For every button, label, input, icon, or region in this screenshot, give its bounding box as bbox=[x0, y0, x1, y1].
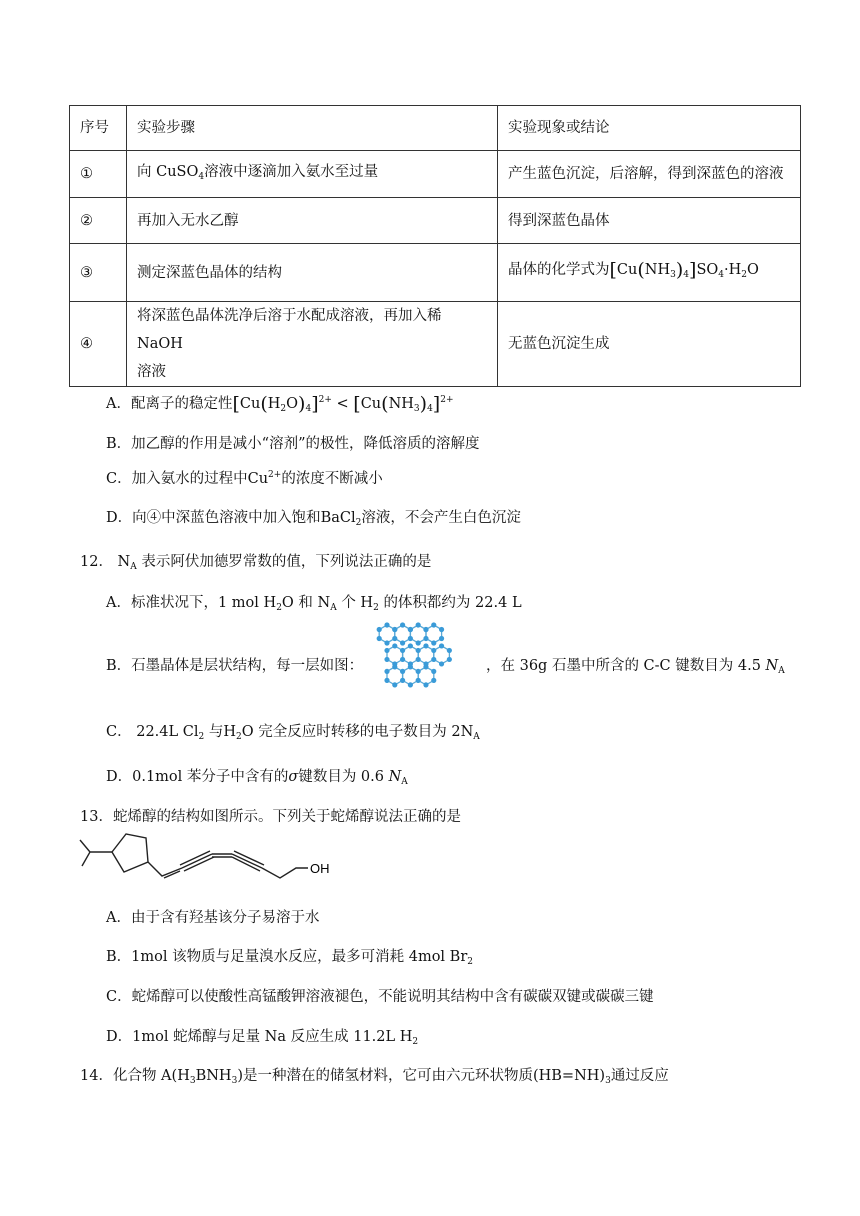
row-result: 无蓝色沉淀生成 bbox=[498, 302, 801, 387]
row-result: 晶体的化学式为$[Cu(NH_3)_4]SO_4\cdot H_2O$ bbox=[498, 244, 801, 302]
q13-option-a: A．由于含有羟基该分子易溶于水 bbox=[106, 910, 320, 926]
row-result: 得到深蓝色晶体 bbox=[498, 198, 801, 244]
table-row bbox=[70, 244, 801, 302]
q14-stem: 14．化合物 $A(H_3BNH_3)$是一种潜在的储氢材料，它可由六元环状物质$(HB=NH)_3$通过反应 bbox=[80, 1068, 669, 1086]
q12-option-c: C． 22.4L $Cl_2$ 与$H_2O$ 完全反应时转移的电子数目为 $2N_A$ bbox=[106, 724, 480, 742]
experiment-table bbox=[69, 105, 801, 387]
table-header-row bbox=[70, 106, 801, 151]
header-result: 实验现象或结论 bbox=[498, 106, 801, 151]
row-step: 测定深蓝色晶体的结构 bbox=[127, 244, 498, 302]
row-no: ② bbox=[70, 198, 127, 244]
q11-option-c: C．加入氨水的过程中$Cu^{2+}$的浓度不断减小 bbox=[106, 470, 383, 487]
row-no: ① bbox=[70, 151, 127, 198]
q12-option-d: D．0.1mol 苯分子中含有的σ键数目为 0.6 $N_A$ bbox=[106, 769, 408, 787]
q13-stem: 13．蛇烯醇的结构如图所示。下列关于蛇烯醇说法正确的是 bbox=[80, 809, 461, 825]
row-step: 再加入无水乙醇 bbox=[127, 198, 498, 244]
table-row bbox=[70, 151, 801, 198]
table-row bbox=[70, 198, 801, 244]
row-no: ③ bbox=[70, 244, 127, 302]
header-step: 实验步骤 bbox=[127, 106, 498, 151]
q11-option-a: A．配离子的稳定性$[Cu(H_2O)_4]^{2+} < [Cu(NH_3)_4]^{2+}$ bbox=[106, 393, 454, 415]
header-no: 序号 bbox=[70, 106, 127, 151]
q13-option-b: B．1mol 该物质与足量溴水反应，最多可消耗 4mol $Br_2$ bbox=[106, 949, 473, 967]
q12-option-b-tail: ，在 36g 石墨中所含的 C-C 键数目为 4.5 $N_A$ bbox=[486, 658, 785, 676]
graphite-layer-diagram bbox=[373, 622, 477, 692]
q11-option-b: B．加乙醇的作用是减小“溶剂”的极性，降低溶质的溶解度 bbox=[106, 436, 480, 452]
q12-stem: 12． $N_A$ 表示阿伏加德罗常数的值，下列说法正确的是 bbox=[80, 554, 432, 572]
q12-option-a: A．标准状况下，1 mol $H_2O$ 和 $N_A$ 个 $H_2$ 的体积都约为 22.4 L bbox=[106, 595, 522, 613]
row-result: 产生蓝色沉淀，后溶解，得到深蓝色的溶液 bbox=[498, 151, 801, 198]
q12-option-b: B．石墨晶体是层状结构，每一层如图： bbox=[106, 658, 364, 674]
row-step: 向 CuSO$_4$溶液中逐滴加入氨水至过量 bbox=[127, 151, 498, 198]
row-step: 将深蓝色晶体洗净后溶于水配成溶液，再加入稀 NaOH 溶液 bbox=[127, 302, 498, 387]
q13-option-c: C．蛇烯醇可以使酸性高锰酸钾溶液褪色，不能说明其结构中含有碳碳双键或碳碳三键 bbox=[106, 989, 654, 1005]
snake-enol-structure bbox=[76, 828, 336, 894]
q13-option-d: D．1mol 蛇烯醇与足量 Na 反应生成 11.2L $H_2$ bbox=[106, 1029, 419, 1047]
q11-option-d: D．向④中深蓝色溶液中加入饱和BaCl$_2$溶液，不会产生白色沉淀 bbox=[106, 510, 521, 528]
row-no: ④ bbox=[70, 302, 127, 387]
table-row bbox=[70, 302, 801, 387]
hydroxyl-label: OH bbox=[310, 861, 330, 876]
